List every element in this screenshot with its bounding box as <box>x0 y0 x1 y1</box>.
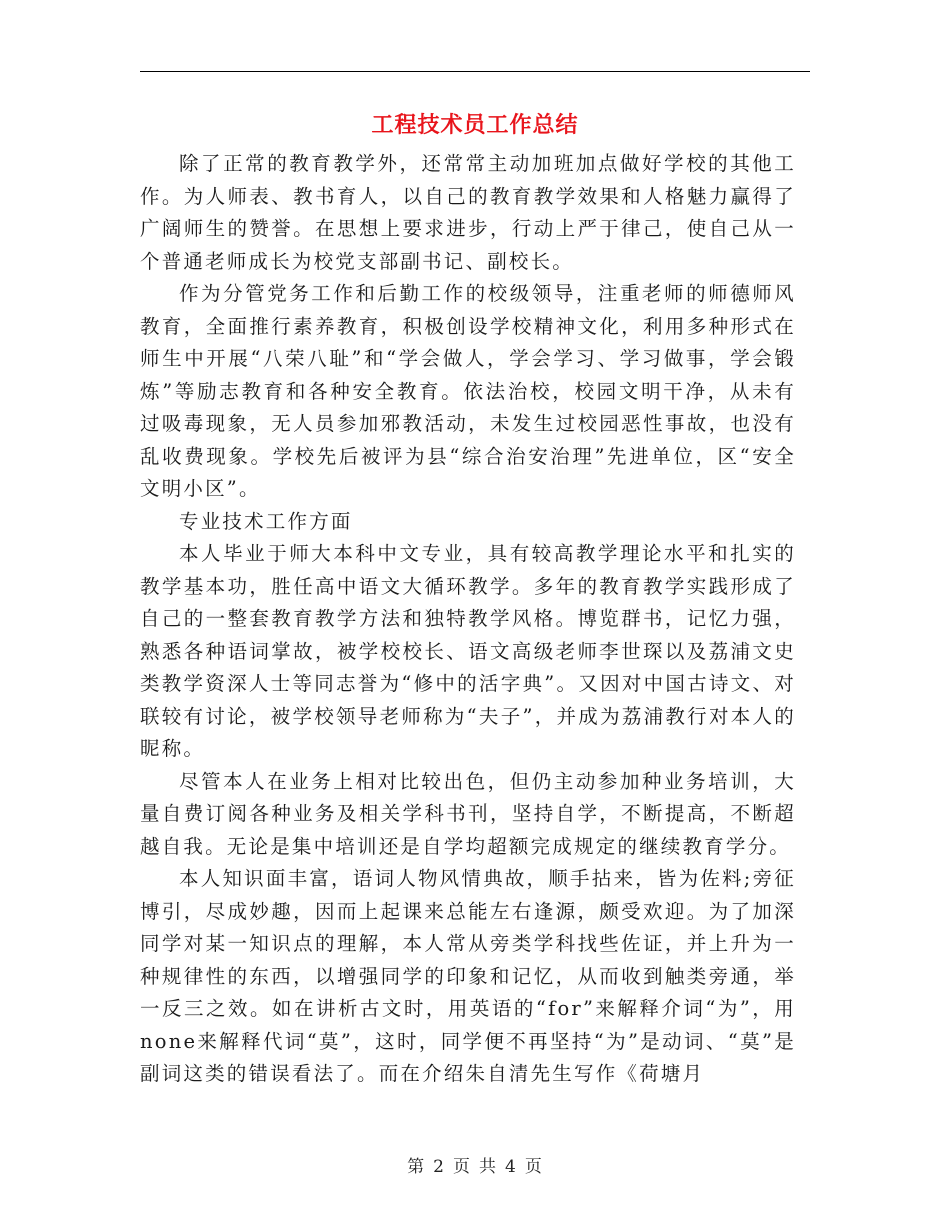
body-paragraph: 除了正常的教育教学外，还常常主动加班加点做好学校的其他工作。为人师表、教书育人，以自己的教育教学效果和人格魅力赢得了广阔师生的赞誉。在思想上要求进步，行动上严于律己，使自己从一个普通老师成长为校党支部副书记、副校长。 <box>140 152 796 273</box>
header-rule <box>140 71 810 72</box>
footer-total-unit: 页 <box>524 1157 543 1177</box>
body-paragraph: 尽管本人在业务上相对比较出色，但仍主动参加种业务培训，大量自费订阅各种业务及相关学科书刊，坚持自学，不断提高，不断超越自我。无论是集中培训还是自学均超额完成规定的继续教育学分。 <box>140 769 796 858</box>
document-title: 工程技术员工作总结 <box>371 112 579 138</box>
body-paragraph: 本人毕业于师大本科中文专业，具有较高教学理论水平和扎实的教学基本功，胜任高中语文大循环教学。多年的教育教学实践形成了自己的一整套教育教学方法和独特教学风格。博览群书，记忆力强，熟悉各种语词掌故，被学校校长、语文高级老师李世琛以及荔浦文史类教学资深人士等同志誉为“修中的活字典”。又因对中国古诗文、对联较有讨论，被学校领导老师称为“夫子”，并成为荔浦教行对本人的昵称。 <box>140 542 796 760</box>
section-heading: 专业技术工作方面 <box>179 509 353 533</box>
footer-total-pages: 4 <box>505 1157 517 1177</box>
page-footer <box>0 1152 950 1177</box>
footer-page-number: 2 <box>433 1157 445 1177</box>
footer-page-unit: 页 <box>453 1157 471 1177</box>
body-paragraph: 本人知识面丰富，语词人物风情典故，顺手拈来，皆为佐料;旁征博引，尽成妙趣，因而上起课来总能左右逢源，颇受欢迎。为了加深同学对某一知识点的理解，本人常从旁类学科找些佐证，并上升为一种规律性的东西，以增强同学的印象和记忆，从而收到触类旁通，举一反三之效。如在讲析古文时，用英语的“for”来解释介词“为”，用none来解释代词“莫”，这时，同学便不再坚持“为”是动词、“莫”是副词这类的错误看法了。而在介绍朱自清先生写作《荷塘月 <box>140 867 796 1085</box>
body-paragraph: 作为分管党务工作和后勤工作的校级领导，注重老师的师德师风教育，全面推行素养教育，积极创设学校精神文化，利用多种形式在师生中开展“八荣八耻”和“学会做人，学会学习、学习做事，学会锻炼”等励志教育和各种安全教育。依法治校，校园文明干净，从未有过吸毒现象，无人员参加邪教活动，未发生过校园恶性事故，也没有乱收费现象。学校先后被评为县“综合治安治理”先进单位，区“安全文明小区”。 <box>140 282 796 500</box>
document-body <box>140 148 796 1091</box>
footer-total-prefix: 共 <box>479 1157 497 1177</box>
footer-prefix: 第 <box>407 1157 426 1177</box>
